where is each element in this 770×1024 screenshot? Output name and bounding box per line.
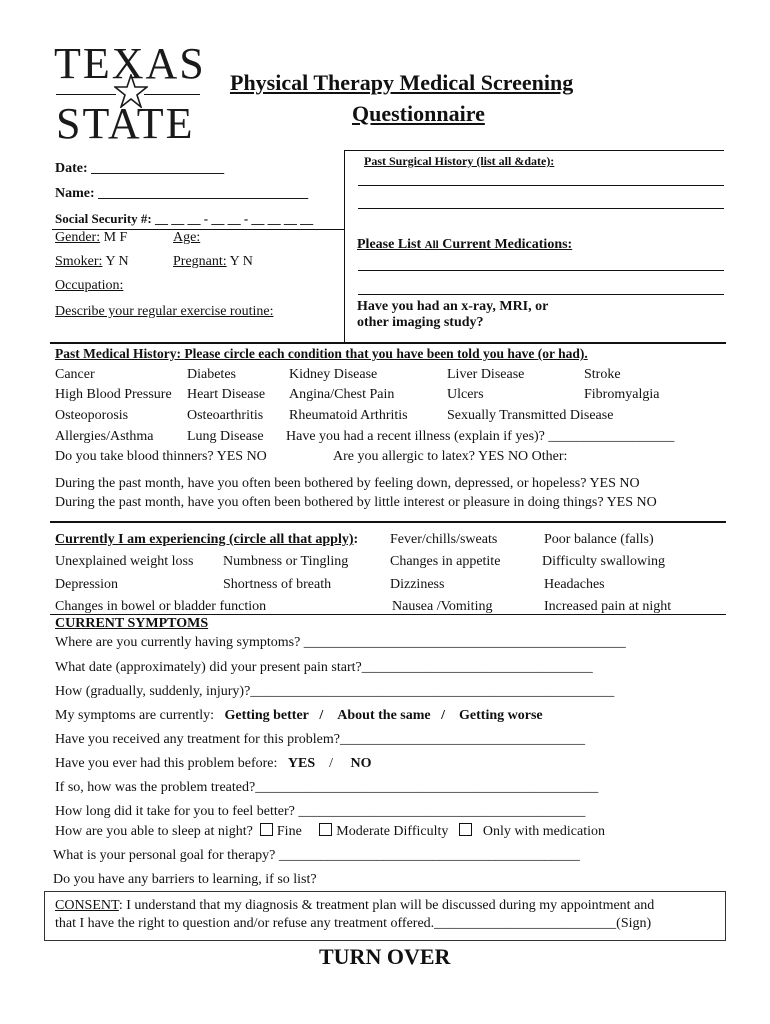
symptom-dizziness[interactable]: Dizziness xyxy=(390,577,445,592)
gender-options[interactable]: M F xyxy=(103,230,128,245)
experiencing-heading: Currently I am experiencing (circle all that apply) xyxy=(55,532,354,547)
sleep-moderate-label: Moderate Difficulty xyxy=(336,824,449,839)
current-symptoms-heading: CURRENT SYMPTOMS xyxy=(55,616,209,631)
prior-treatment-field[interactable]: If so, how was the problem treated?_________________________________________________ xyxy=(55,780,599,795)
exercise-label[interactable]: Describe your regular exercise routine: xyxy=(55,304,274,319)
smoker-field[interactable] xyxy=(55,254,129,270)
section-rule xyxy=(50,342,726,344)
condition-osteoarthritis[interactable]: Osteoarthritis xyxy=(187,408,264,423)
pregnant-options[interactable]: Y N xyxy=(229,254,253,269)
symptom-pain-at-night[interactable]: Increased pain at night xyxy=(544,599,672,614)
sleep-row xyxy=(55,823,605,840)
logo-text-bottom: STATE xyxy=(56,99,195,148)
sleep-fine-checkbox[interactable] xyxy=(260,823,273,836)
pregnant-field[interactable] xyxy=(173,254,253,270)
symptom-poor-balance[interactable]: Poor balance (falls) xyxy=(544,532,654,547)
prior-problem-label: Have you ever had this problem before: xyxy=(55,756,278,771)
symptom-nausea[interactable]: Nausea /Vomiting xyxy=(392,599,493,614)
medications-line[interactable] xyxy=(358,294,724,295)
interest-question[interactable]: During the past month, have you often been bothered by little interest or pleasure in doing things? YES NO xyxy=(55,495,657,510)
blood-thinners-question[interactable]: Do you take blood thinners? YES NO xyxy=(55,449,267,464)
condition-angina[interactable]: Angina/Chest Pain xyxy=(289,387,395,402)
condition-allergies-asthma[interactable]: Allergies/Asthma xyxy=(55,429,154,444)
date-field[interactable]: Date: ___________________ xyxy=(55,161,225,176)
smoker-label: Smoker: xyxy=(55,254,103,269)
symptom-numbness[interactable]: Numbness or Tingling xyxy=(223,554,349,569)
form-title-line2: Questionnaire xyxy=(352,101,485,126)
therapy-goal-field[interactable]: What is your personal goal for therapy? ___________________________________________ xyxy=(53,848,580,863)
surgical-line[interactable] xyxy=(358,208,724,209)
ssn-field[interactable]: Social Security #: __ __ __ - __ __ - __ __ __ __ xyxy=(55,211,314,226)
condition-lung-disease[interactable]: Lung Disease xyxy=(187,429,264,444)
condition-high-blood-pressure[interactable]: High Blood Pressure xyxy=(55,387,172,402)
symptom-status-label: My symptoms are currently: xyxy=(55,708,215,723)
turn-over-label: TURN OVER xyxy=(319,944,451,969)
gender-label: Gender: xyxy=(55,230,101,245)
symptom-appetite[interactable]: Changes in appetite xyxy=(390,554,501,569)
sleep-medication-label: Only with medication xyxy=(482,824,605,839)
depression-question[interactable]: During the past month, have you often been bothered by feeling down, depressed, or hopeless? YES NO xyxy=(55,476,640,491)
status-about-same[interactable]: About the same xyxy=(337,708,431,723)
condition-heart-disease[interactable]: Heart Disease xyxy=(187,387,266,402)
symptom-weight-loss[interactable]: Unexplained weight loss xyxy=(55,554,194,569)
consent-label: CONSENT xyxy=(55,898,119,913)
pmh-heading: Past Medical History: Please circle each condition that you have been told you have (or had). xyxy=(55,346,588,361)
form-title-line1: Physical Therapy Medical Screening xyxy=(230,70,574,95)
section-rule xyxy=(50,614,726,615)
symptom-status-row: My symptoms are currently: Getting better / About the same / Getting worse xyxy=(55,708,543,723)
recent-illness-question[interactable]: Have you had a recent illness (explain if yes)? __________________ xyxy=(286,429,675,444)
condition-fibromyalgia[interactable]: Fibromyalgia xyxy=(584,387,660,402)
condition-diabetes[interactable]: Diabetes xyxy=(187,367,236,382)
section-rule xyxy=(50,521,726,523)
treatment-field[interactable]: Have you received any treatment for this problem?___________________________________ xyxy=(55,732,585,747)
status-getting-better[interactable]: Getting better xyxy=(224,708,309,723)
recovery-time-field[interactable]: How long did it take for you to feel better? _________________________________________ xyxy=(55,804,586,819)
condition-osteoporosis[interactable]: Osteoporosis xyxy=(55,408,129,423)
condition-kidney-disease[interactable]: Kidney Disease xyxy=(289,367,378,382)
university-logo xyxy=(52,38,212,148)
symptom-swallowing[interactable]: Difficulty swallowing xyxy=(542,554,666,569)
prior-problem-yes[interactable]: YES xyxy=(287,756,316,771)
consent-text-line1: CONSENT: I understand that my diagnosis & treatment plan will be discussed during my appointment and xyxy=(55,898,655,913)
age-label[interactable]: Age: xyxy=(173,230,201,245)
symptom-fever[interactable]: Fever/chills/sweats xyxy=(390,532,498,547)
symptom-bowel-bladder[interactable]: Changes in bowel or bladder function xyxy=(55,599,267,614)
condition-ulcers[interactable]: Ulcers xyxy=(447,387,484,402)
gender-field[interactable] xyxy=(55,230,127,246)
logo-rule xyxy=(56,94,116,95)
prior-problem-row: Have you ever had this problem before: YES / NO xyxy=(55,756,372,771)
surgical-history-label: Past Surgical History (list all &date): xyxy=(364,154,555,168)
imaging-question-line1: Have you had an x-ray, MRI, or xyxy=(357,299,549,314)
onset-field[interactable]: How (gradually, suddenly, injury)?____________________________________________________ xyxy=(55,684,615,699)
condition-std[interactable]: Sexually Transmitted Disease xyxy=(447,408,614,423)
name-field[interactable]: Name: ______________________________ xyxy=(55,186,309,201)
condition-cancer[interactable]: Cancer xyxy=(55,367,95,382)
section-divider xyxy=(344,150,345,343)
pregnant-label: Pregnant: xyxy=(173,254,227,269)
condition-liver-disease[interactable]: Liver Disease xyxy=(447,367,525,382)
symptom-headaches[interactable]: Headaches xyxy=(544,577,605,592)
pain-start-date-field[interactable]: What date (approximately) did your present pain start?_________________________________ xyxy=(55,660,593,675)
sleep-fine-label: Fine xyxy=(276,824,302,839)
consent-signature-field[interactable]: that I have the right to question and/or refuse any treatment offered.__________________________(Sign) xyxy=(55,916,652,931)
logo-rule xyxy=(144,94,200,95)
status-getting-worse[interactable]: Getting worse xyxy=(459,708,543,723)
symptom-shortness-of-breath[interactable]: Shortness of breath xyxy=(223,577,332,592)
sleep-moderate-checkbox[interactable] xyxy=(319,823,332,836)
symptom-depression[interactable]: Depression xyxy=(55,577,118,592)
sleep-medication-checkbox[interactable] xyxy=(459,823,472,836)
prior-problem-no[interactable]: NO xyxy=(350,756,372,771)
occupation-label[interactable]: Occupation: xyxy=(55,278,124,293)
smoker-options[interactable]: Y N xyxy=(105,254,129,269)
latex-allergy-question[interactable]: Are you allergic to latex? YES NO Other: xyxy=(333,449,568,464)
imaging-question-line2: other imaging study? xyxy=(357,315,484,330)
condition-rheumatoid-arthritis[interactable]: Rheumatoid Arthritis xyxy=(289,408,408,423)
surgical-line[interactable] xyxy=(358,185,724,186)
condition-stroke[interactable]: Stroke xyxy=(584,367,621,382)
learning-barriers-field[interactable]: Do you have any barriers to learning, if so list? xyxy=(53,872,317,887)
sleep-label: How are you able to sleep at night? xyxy=(55,824,253,839)
symptom-location-field[interactable]: Where are you currently having symptoms? ______________________________________________ xyxy=(55,635,626,650)
experiencing-heading-row: Currently I am experiencing (circle all that apply): xyxy=(55,532,359,547)
logo-text-top: TEXAS xyxy=(54,39,206,88)
section-rule xyxy=(344,150,724,151)
medications-line[interactable] xyxy=(358,270,724,271)
medications-label: Please List All Current Medications: xyxy=(357,237,573,252)
